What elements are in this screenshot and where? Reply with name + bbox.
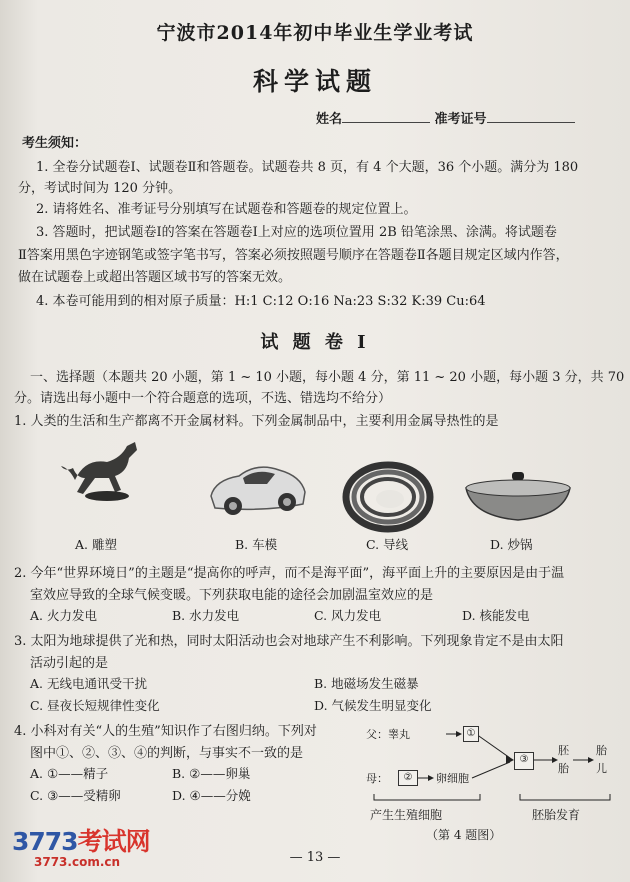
q1-option-a[interactable]: A. 雕塑	[75, 537, 117, 552]
q1-stem: 1. 人类的生活和生产都离不开金属材料。下列金属制品中，主要利用金属导热性的是	[14, 414, 499, 429]
marker-3: ③	[514, 752, 534, 770]
exam-id-blank[interactable]	[487, 110, 575, 123]
q1-option-d[interactable]: D. 炒锅	[490, 537, 533, 552]
q2-option-a[interactable]: A. 火力发电	[30, 608, 97, 623]
q2-stem-1: 2. 今年“世界环境日”的主题是“提高你的呼声，而不是海平面”，海平面上升的主要原因是由于温	[14, 566, 565, 581]
page-number: — 13 —	[289, 850, 341, 865]
q4-option-b[interactable]: B. ②——卵巢	[172, 766, 251, 781]
q3-stem-2: 活动引起的是	[30, 656, 109, 671]
q1-option-b[interactable]: B. 车模	[235, 537, 278, 552]
q4-option-a[interactable]: A. ①——精子	[30, 766, 109, 781]
baby-label: 儿	[596, 762, 607, 775]
q3-option-b[interactable]: B. 地磁场发生磁暴	[314, 676, 419, 691]
name-label: 姓名	[316, 112, 343, 127]
figure-caption: （第 4 题图）	[426, 828, 502, 842]
notice-line-3c: 做在试题卷上或超出答题区域书写的答案无效。	[18, 270, 292, 285]
candidate-info-bar	[316, 108, 575, 127]
section-intro-line-2: 分。请选出每小题中一个符合题意的选项，不选、错选均不给分）	[14, 391, 392, 406]
q2-option-c[interactable]: C. 风力发电	[314, 608, 382, 623]
wire-coil-picture	[338, 455, 438, 535]
q4-stem-1: 4. 小科对有关“人的生殖”知识作了右图归纳。下列对	[14, 724, 317, 739]
q3-option-d[interactable]: D. 气候发生明显变化	[314, 698, 432, 713]
notice-line-3a: 3. 答题时，把试题卷Ⅰ的答案在答题卷Ⅰ上对应的选项位置用 2B 铅笔涂黑、涂满。将试题卷	[36, 225, 557, 240]
marker-2: ②	[398, 770, 418, 786]
q1-option-c[interactable]: C. 导线	[366, 537, 409, 552]
wok-picture	[460, 470, 575, 530]
q2-option-d[interactable]: D. 核能发电	[462, 608, 530, 623]
section-title: 试 题 卷 Ⅰ	[260, 332, 370, 353]
section-intro-line-1: 一、选择题（本题共 20 小题，第 1 ~ 10 小题，每小题 4 分，第 11 ~ 20 小题，每小题 3 分，共 70	[30, 370, 625, 385]
embryo-label: 胚	[558, 744, 569, 757]
q2-stem-2: 室效应导致的全球气候变暖。下列获取电能的途径会加剧温室效应的是	[30, 588, 434, 603]
q4-option-d[interactable]: D. ④——分娩	[172, 788, 251, 803]
exam-id-label: 准考证号	[434, 112, 487, 127]
notice-line-1a: 1. 全卷分试题卷Ⅰ、试题卷Ⅱ和答题卷。试题卷共 8 页，有 4 个大题，36 个小题。满分为 180	[36, 160, 579, 175]
marker-1: ①	[463, 726, 479, 742]
watermark-url: 3773.com.cn	[34, 855, 121, 869]
q3-option-c[interactable]: C. 昼夜长短规律性变化	[30, 698, 160, 713]
father-testis-label: 父：睾丸	[366, 728, 410, 741]
car-model-picture	[205, 450, 310, 525]
mother-label: 母：	[366, 772, 388, 785]
q4-option-c[interactable]: C. ③——受精卵	[30, 788, 121, 803]
q3-stem-1: 3. 太阳为地球提供了光和热，同时太阳活动也会对地球产生不利影响。下列现象肯定不是由太阳	[14, 634, 564, 649]
watermark-logo: 3773考试网	[12, 827, 150, 856]
horse-sculpture-picture	[55, 428, 155, 508]
exam-title: 宁波市2014年初中毕业生学业考试	[156, 22, 474, 44]
q4-stem-2: 图中①、②、③、④的判断，与事实不一致的是	[30, 746, 304, 761]
label-embryo-development: 胚胎发育	[532, 808, 581, 822]
name-blank[interactable]	[342, 110, 430, 123]
notice-line-3b: Ⅱ答案用黑色字迹钢笔或签字笔书写，答案必须按照题号顺序在答题卷Ⅱ各题目规定区域内作答，	[18, 248, 569, 263]
notice-heading: 考生须知：	[22, 136, 88, 151]
reproduction-diagram	[360, 722, 620, 842]
notice-line-1b: 分，考试时间为 120 分钟。	[18, 181, 182, 196]
egg-cell-label: 卵细胞	[436, 772, 469, 785]
notice-line-2: 2. 请将姓名、准考证号分别填写在试题卷和答题卷的规定位置上。	[36, 202, 417, 217]
notice-line-4: 4. 本卷可能用到的相对原子质量：H:1 C:12 O:16 Na:23 S:32 K:39 Cu:64	[36, 294, 486, 309]
q2-option-b[interactable]: B. 水力发电	[172, 608, 240, 623]
fetus-label-b: 胎	[596, 744, 607, 757]
fetus-label-a: 胎	[558, 762, 569, 775]
label-produce-germ-cells: 产生生殖细胞	[370, 808, 443, 822]
subject-title: 科学试题	[252, 67, 377, 96]
q3-option-a[interactable]: A. 无线电通讯受干扰	[30, 676, 147, 691]
